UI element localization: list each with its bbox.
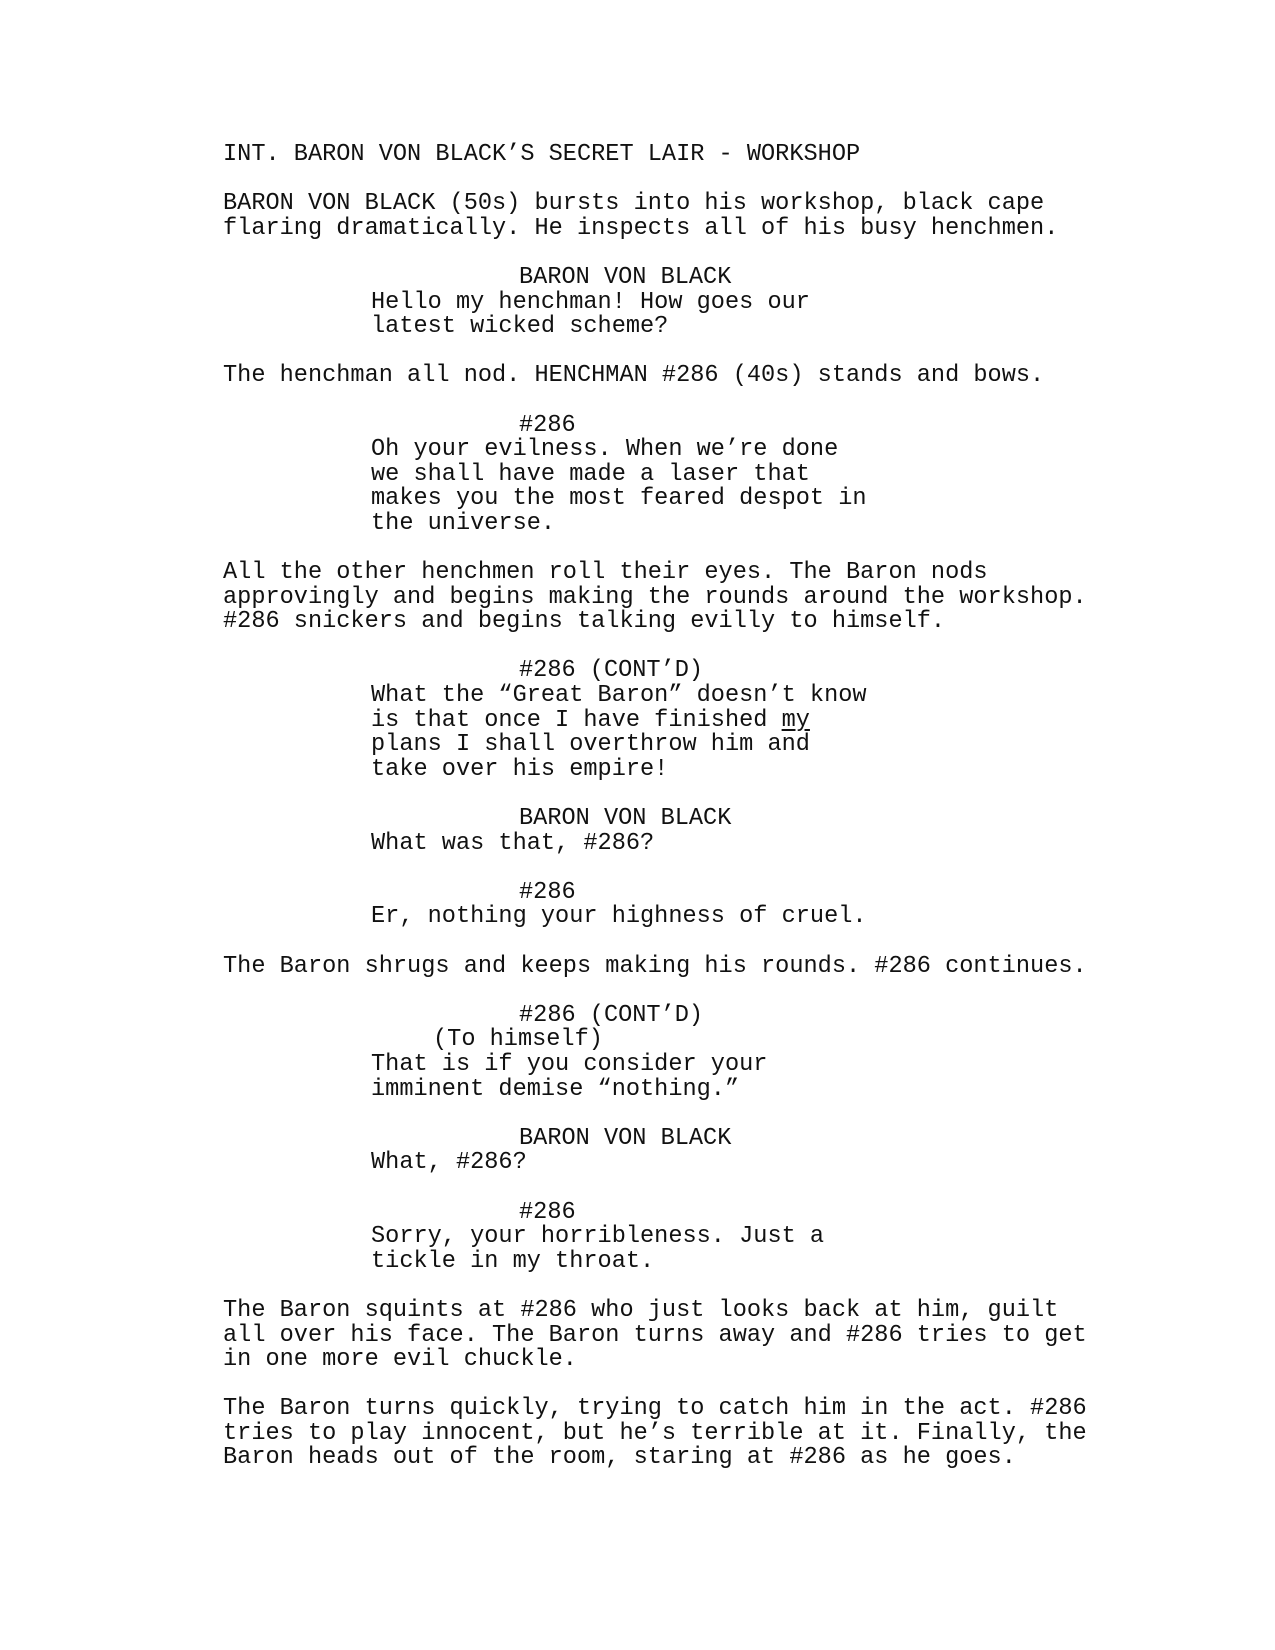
- parenthetical: (To himself): [433, 1026, 603, 1054]
- action-line: flaring dramatically. He inspects all of his busy henchmen.: [223, 214, 1059, 242]
- dialogue-text: is that once I have finished: [371, 706, 782, 734]
- action-block: [223, 192, 1123, 241]
- dialogue-line: Oh your evilness. When we’re done: [371, 436, 839, 464]
- action-line: tries to play innocent, but he’s terrible at it. Finally, the: [223, 1419, 1087, 1447]
- dialogue-line: Hello my henchman! How goes our: [371, 288, 810, 316]
- dialogue-line: makes you the most feared despot in: [371, 485, 867, 513]
- dialogue-line: tickle in my throat.: [371, 1247, 655, 1275]
- character-cue: BARON VON BLACK: [519, 805, 732, 833]
- dialogue-line: That is if you consider your: [371, 1050, 768, 1078]
- character-cue: #286: [519, 1198, 576, 1226]
- action-line: all over his face. The Baron turns away and #286 tries to get: [223, 1321, 1087, 1349]
- action-line: in one more evil chuckle.: [223, 1346, 577, 1374]
- screenplay-body: [223, 143, 1123, 1471]
- dialogue-line: take over his empire!: [371, 755, 669, 783]
- dialogue-line: Er, nothing your highness of cruel.: [371, 903, 867, 931]
- action-line: The Baron shrugs and keeps making his rounds. #286 continues.: [223, 952, 1087, 980]
- dialogue-line: Sorry, your horribleness. Just a: [371, 1223, 825, 1251]
- action-line: The henchman all nod. HENCHMAN #286 (40s) stands and bows.: [223, 362, 1045, 390]
- dialogue-line: What was that, #286?: [371, 829, 655, 857]
- dialogue-line: What, #286?: [371, 1149, 527, 1177]
- character-cue: #286: [519, 411, 576, 439]
- dialogue-line: plans I shall overthrow him and: [371, 731, 810, 759]
- character-cue: BARON VON BLACK: [519, 263, 732, 291]
- action-line: The Baron squints at #286 who just looks back at him, guilt: [223, 1296, 1059, 1324]
- action-line: The Baron turns quickly, trying to catch him in the act. #286: [223, 1395, 1087, 1423]
- character-cue: #286 (CONT’D): [519, 657, 704, 685]
- action-line: BARON VON BLACK (50s) bursts into his workshop, black cape: [223, 190, 1045, 218]
- character-cue: #286: [519, 878, 576, 906]
- action-line: Baron heads out of the room, staring at #286 as he goes.: [223, 1444, 1016, 1472]
- dialogue-line: imminent demise “nothing.”: [371, 1075, 740, 1103]
- dialogue-line: latest wicked scheme?: [371, 313, 669, 341]
- dialogue-line: What the “Great Baron” doesn’t know: [371, 682, 867, 710]
- action-line: All the other henchmen roll their eyes. The Baron nods: [223, 559, 988, 587]
- character-cue: #286 (CONT’D): [519, 1001, 704, 1029]
- character-cue: BARON VON BLACK: [519, 1124, 732, 1152]
- action-line: approvingly and begins making the rounds around the workshop.: [223, 583, 1087, 611]
- underlined-word: my: [781, 706, 810, 734]
- scene-heading: INT. BARON VON BLACK’S SECRET LAIR - WORKSHOP: [223, 141, 861, 168]
- dialogue-line: the universe.: [371, 509, 556, 537]
- dialogue-line: [223, 706, 1123, 734]
- action-line: #286 snickers and begins talking evilly to himself.: [223, 608, 946, 636]
- dialogue-line: we shall have made a laser that: [371, 460, 810, 488]
